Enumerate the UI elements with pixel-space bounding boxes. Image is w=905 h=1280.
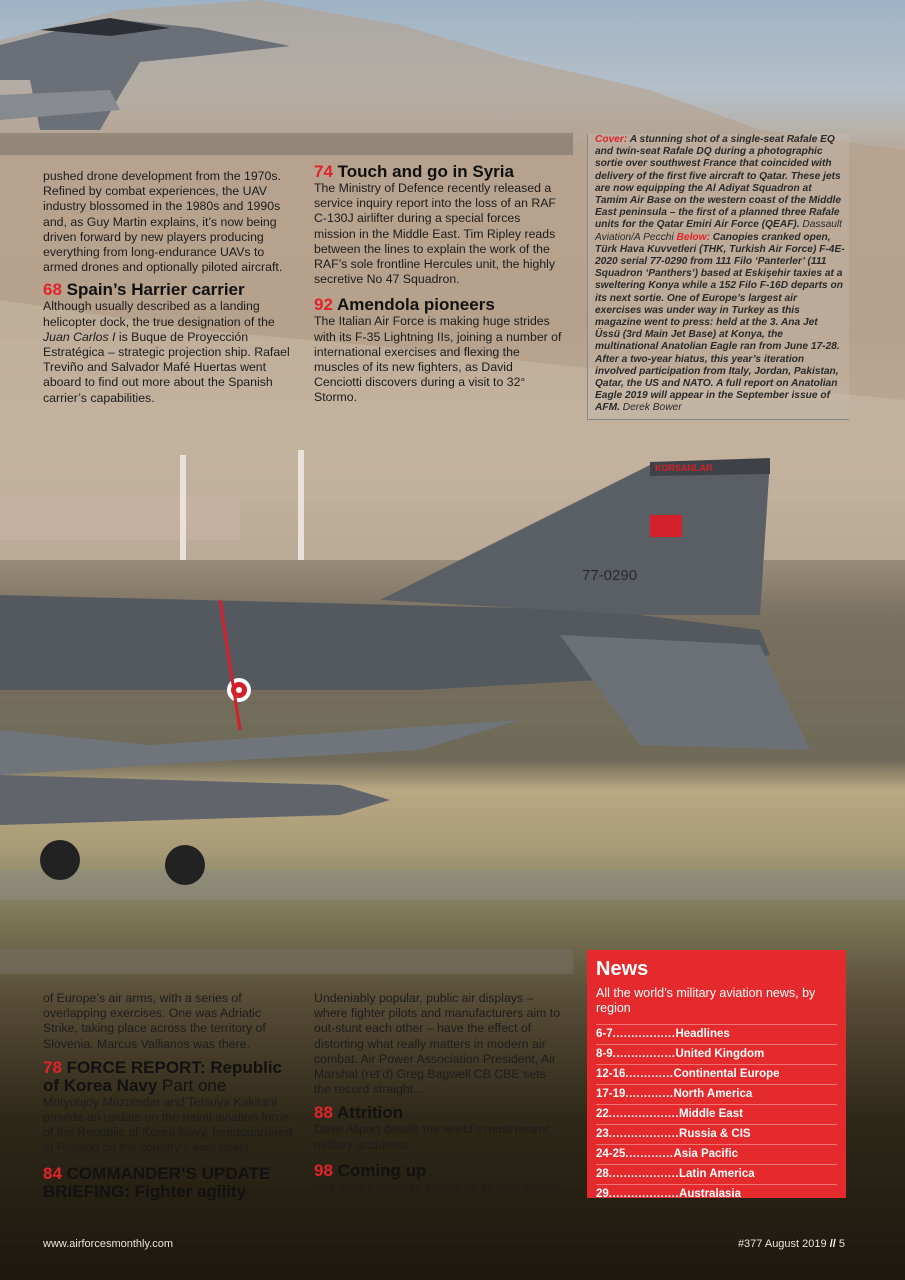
article-78-title: FORCE REPORT: Republic of Korea Navy <box>43 1057 283 1095</box>
article-74-heading[interactable] <box>314 163 562 181</box>
article-92-number: 92 <box>314 295 333 315</box>
news-item-russia-cis[interactable]: 23 ................... Russia & CIS <box>596 1124 837 1144</box>
news-item-australasia[interactable]: 29 ................... Australasia <box>596 1184 837 1204</box>
news-item-latin-america[interactable]: 28 ................... Latin America <box>596 1164 837 1184</box>
bottom-column-2 <box>314 991 566 1195</box>
bottom-strip <box>0 950 573 974</box>
article-78-body: Mrityunjoy Mazumdar and Tetsuya Kakitani provide an update on the naval aviation force of the Republic of Korea Navy, headquartered at Pohang on the country’s east coast. <box>43 1094 293 1155</box>
footer-url[interactable]: www.airforcesmonthly.com <box>43 1238 173 1250</box>
news-item-continental-europe[interactable]: 12-16 ............. Continental Europe <box>596 1064 837 1084</box>
article-92-title: Amendola pioneers <box>337 295 495 315</box>
article-78-number: 78 <box>43 1057 62 1077</box>
article-78-heading[interactable] <box>43 1059 298 1095</box>
below-text: Canopies cranked open, Türk Hava Kuvvetleri (THK, Turkish Air Force) F-4E-2020 serial 77-0290 from 111 Filo ‘Panterler’ (111 Squadron ‘Panthers’) based at Eskişehir taxies at a sweltering Konya while a 152 Filo F-16D departs on its next sortie. One of Europe’s largest air exercises was under way in Turkey as this magazine went to press: held at the 3. Ana Jet Üssü (3rd Main Jet Base) at Konya, the multinational Anatolian Eagle ran from June 17-28. After a two-year hiatus, this year’s iteration involved participation from Italy, Jordan, Pakistan, Qatar, the US and NATO. A full report on Anatolian Eagle 2019 will appear in the September issue of AFM. <box>595 231 845 414</box>
article-92-heading[interactable] <box>314 296 562 314</box>
bottom-column-1 <box>43 991 298 1201</box>
article-88-heading[interactable] <box>314 1104 566 1122</box>
article-98-heading[interactable] <box>314 1162 566 1180</box>
news-title: News <box>596 958 649 980</box>
top-column-1 <box>43 169 291 406</box>
article-98-body: See what’s featured in your AFM next month. <box>314 1179 560 1194</box>
article-88-body: Dave Allport details the world’s most recent military accidents. <box>314 1122 549 1152</box>
news-item-united-kingdom[interactable]: 8-9 ................. United Kingdom <box>596 1044 837 1064</box>
article-98-number: 98 <box>314 1160 333 1180</box>
article-68-body: Although usually described as a landing helicopter dock, the true designation of the Juan Carlos I is Buque de Proyección Estratégica – strategic projection ship. Rafael Treviño and Salvador Mafé Huertas went aboard to find out more about the Spanish carrier’s capabilities. <box>43 299 290 405</box>
tail-band-text: KORSANLAR <box>655 463 713 473</box>
top-column-2 <box>314 163 562 406</box>
below-credit: Derek Bower <box>622 402 682 414</box>
article-88-title: Attrition <box>337 1103 404 1123</box>
cover-caption <box>587 134 849 420</box>
article-74-title: Touch and go in Syria <box>337 162 514 181</box>
footer-issue <box>738 1238 845 1250</box>
cover-text: A stunning shot of a single-seat Rafale EQ and twin-seat Rafale DQ during a photographic sortie over southwest France that coincided with delivery of the first five aircraft to Qatar. These jets are now equipping the Al Adiyat Squadron at Tamim Air Base on the western coast of the Middle East peninsula – the first of a planned three Rafale units for the Qatar Emiri Air Force (QEAF). <box>595 134 842 231</box>
news-item-middle-east[interactable]: 22 ................... Middle East <box>596 1104 837 1124</box>
news-list <box>596 1024 837 1204</box>
below-label: Below: <box>673 231 710 243</box>
article-74-number: 74 <box>314 162 333 181</box>
article-84-number: 84 <box>43 1163 62 1183</box>
top-strip <box>0 133 573 155</box>
news-box <box>587 950 846 1198</box>
news-item-asia-pacific[interactable]: 24-25 ............. Asia Pacific <box>596 1144 837 1164</box>
news-item-headlines[interactable]: 6-7 ................. Headlines <box>596 1024 837 1044</box>
footer-separator: // <box>826 1238 839 1250</box>
article-74-body: The Ministry of Defence recently released a service inquiry report into the loss of an RAF C-130J airlifter during a special forces mission in the Middle East. Tim Ripley reads between the lines to explain the work of the RAF’s sole frontline Hercules unit, the highly secretive No 47 Squadron. <box>314 181 556 287</box>
bottom-col1-intro: of Europe’s air arms, with a series of overlapping exercises. One was Adriatic Strike, taking place across the territory of Slovenia. Marcus Vallianos was there. <box>43 991 266 1051</box>
article-92-body: The Italian Air Force is making huge strides with its F-35 Lightning IIs, joining a number of international exercises and flexing the muscles of its new fighters, as David Cenciotti discovers during a visit to 32° Stormo. <box>314 314 562 405</box>
news-item-north-america[interactable]: 17-19 ............. North America <box>596 1084 837 1104</box>
bottom-col2-intro: Undeniably popular, public air displays – where fighter pilots and manufacturers aim to out-stunt each other – have the effect of distorting what really matters in modern air combat. Air Power Association President, Air Marshal (ret’d) Greg Bagwell CB CBE sets the record straight… <box>314 991 561 1097</box>
article-68-number: 68 <box>43 280 62 300</box>
article-68-title: Spain’s Harrier carrier <box>66 280 245 300</box>
f4-phantom-image <box>0 440 905 900</box>
footer-issue-text: #377 August 2019 <box>737 1238 827 1250</box>
footer-page-number: 5 <box>838 1238 845 1250</box>
col1-intro-text: pushed drone development from the 1970s. Refined by combat experiences, the UAV industry blossomed in the 1980s and 1990s and, as Guy Martin explains, it’s now being driven forward by new players producing everything from long-endurance UAVs to armed drones and optionally piloted aircraft. <box>43 169 283 275</box>
cover-label: Cover: <box>595 134 628 145</box>
news-subtitle: All the world’s military aviation news, by region <box>596 986 816 1015</box>
article-78-subtitle: Part one <box>157 1075 227 1095</box>
f16-jet-image <box>0 0 300 140</box>
aircraft-serial: 77-0290 <box>582 567 638 584</box>
article-84-title: COMMANDER’S UPDATE BRIEFING: Fighter agility <box>43 1163 271 1201</box>
cover-credit: Dassault Aviation/A Pecchi <box>595 219 843 243</box>
article-88-number: 88 <box>314 1103 333 1123</box>
article-84-heading[interactable] <box>43 1165 298 1201</box>
article-98-title: Coming up <box>337 1160 427 1180</box>
article-68-heading[interactable] <box>43 281 291 299</box>
